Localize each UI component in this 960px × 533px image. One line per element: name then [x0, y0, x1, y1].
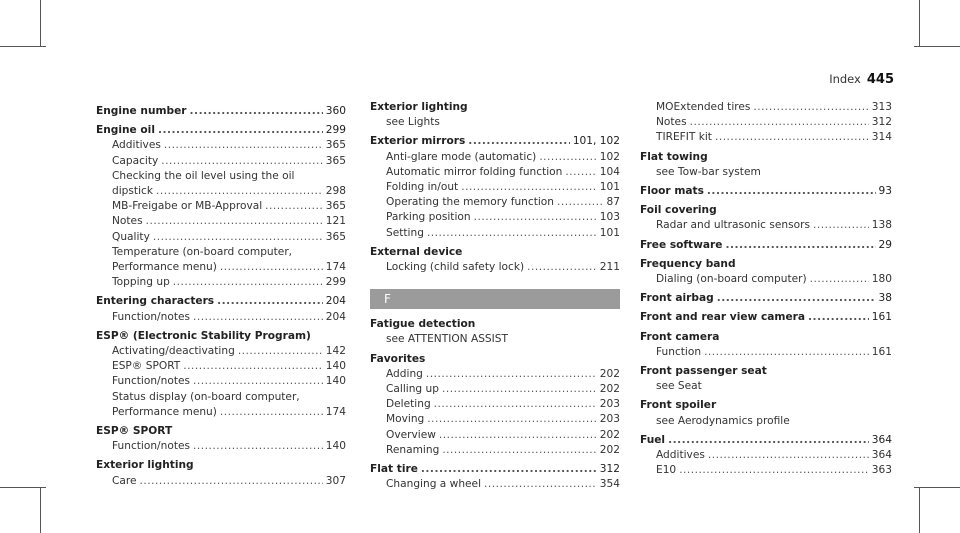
- entry-text: Frequency band: [640, 257, 736, 270]
- entry-text: Capacity: [112, 154, 159, 167]
- index-subentry: [640, 414, 892, 429]
- entry-text: Notes: [656, 116, 687, 129]
- page-number: 445: [866, 72, 894, 87]
- index-subentry: [370, 260, 620, 275]
- leader-dots: [146, 214, 323, 229]
- entry-text: Performance menu): [112, 405, 217, 418]
- entry-text: Exterior lighting: [96, 459, 194, 472]
- entry-text: ESP® SPORT: [112, 360, 181, 373]
- page-reference[interactable]: 203: [599, 413, 620, 426]
- entry-text: see ATTENTION ASSIST: [386, 333, 508, 346]
- entry-text: Front spoiler: [640, 399, 717, 412]
- leader-dots: [193, 310, 323, 325]
- entry-text: Function/notes: [112, 440, 191, 453]
- page-reference[interactable]: 93: [878, 185, 892, 198]
- page-reference[interactable]: 140: [325, 360, 346, 373]
- index-entry: [640, 150, 892, 165]
- index-subentry: [640, 115, 892, 130]
- entry-text: Topping up: [112, 276, 170, 289]
- entry-text: Quality: [112, 230, 150, 243]
- entry-text: Operating the memory function: [386, 196, 554, 209]
- index-subentry: [640, 100, 892, 115]
- index-subentry: [640, 379, 892, 394]
- crop-mark: [0, 487, 46, 488]
- entry-text: MB-Freigabe or MB-Approval: [112, 200, 263, 213]
- entry-text: Function: [656, 345, 702, 358]
- entry-text: Function/notes: [112, 310, 191, 323]
- index-entry: [96, 294, 346, 309]
- index-entry: [640, 364, 892, 379]
- page-reference[interactable]: 121: [325, 215, 346, 228]
- leader-dots: [193, 439, 323, 454]
- index-subentry: [96, 260, 346, 275]
- entry-text: Renaming: [386, 443, 440, 456]
- leader-dots: [753, 100, 868, 115]
- page-reference[interactable]: 142: [325, 345, 346, 358]
- entry-text: ESP® SPORT: [96, 425, 173, 438]
- entry-text: Additives: [656, 449, 705, 462]
- page-reference[interactable]: 363: [871, 464, 892, 477]
- leader-dots: [461, 180, 597, 195]
- index-subentry: [370, 150, 620, 165]
- entry-text: Front passenger seat: [640, 365, 767, 378]
- index-entry: [370, 352, 620, 367]
- page-reference[interactable]: 38: [878, 292, 892, 305]
- entry-text: Radar and ultrasonic sensors: [656, 219, 810, 232]
- leader-dots: [527, 260, 597, 275]
- leader-dots: [164, 138, 323, 153]
- index-subentry: [96, 184, 346, 199]
- index-subentry: [370, 477, 620, 492]
- entry-text: see Aerodynamics profile: [656, 414, 790, 427]
- index-entry: [370, 134, 620, 149]
- page-reference[interactable]: 140: [325, 375, 346, 388]
- index-entry: [640, 257, 892, 272]
- entry-text: Checking the oil level using the oil: [112, 169, 295, 182]
- page-reference[interactable]: 174: [325, 261, 346, 274]
- crop-mark: [919, 487, 920, 533]
- crop-mark: [914, 487, 960, 488]
- leader-dots: [220, 405, 323, 420]
- index-entry: [370, 245, 620, 260]
- leader-dots: [161, 154, 322, 169]
- leader-dots: [238, 344, 323, 359]
- entry-text: Floor mats: [640, 185, 704, 198]
- leader-dots: [427, 412, 596, 427]
- entry-text: Automatic mirror folding function: [386, 165, 563, 178]
- page-reference[interactable]: 354: [599, 478, 620, 491]
- page-reference[interactable]: 161: [871, 345, 892, 358]
- page-reference[interactable]: 202: [599, 383, 620, 396]
- entry-text: Folding in/out: [386, 181, 459, 194]
- leader-dots: [808, 310, 869, 325]
- entry-text: Deleting: [386, 398, 431, 411]
- page-reference[interactable]: 174: [325, 405, 346, 418]
- page-reference[interactable]: 202: [599, 367, 620, 380]
- crop-mark: [40, 0, 41, 46]
- page-reference[interactable]: 313: [871, 101, 892, 113]
- page-reference[interactable]: 104: [599, 165, 620, 178]
- index-column-3: [640, 100, 892, 478]
- index-subentry: [370, 180, 620, 195]
- index-subentry: [370, 367, 620, 382]
- entry-text: Changing a wheel: [386, 478, 482, 491]
- index-entry: [640, 330, 892, 345]
- index-subentry: [640, 218, 892, 233]
- index-subentry: [96, 245, 346, 260]
- page-reference[interactable]: 365: [325, 230, 346, 243]
- entry-text: Additives: [112, 139, 161, 152]
- entry-text: Fuel: [640, 433, 666, 446]
- index-subentry: [370, 382, 620, 397]
- index-subentry: [96, 405, 346, 420]
- index-subentry: [96, 474, 346, 489]
- index-subentry: [370, 397, 620, 412]
- leader-dots: [153, 230, 323, 245]
- crop-mark: [919, 0, 920, 46]
- page-reference[interactable]: 364: [871, 449, 892, 462]
- index-subentry: [640, 463, 892, 478]
- leader-dots: [468, 134, 570, 149]
- page-reference[interactable]: 202: [599, 443, 620, 456]
- leader-dots: [426, 367, 597, 382]
- index-subentry: [96, 214, 346, 229]
- entry-text: Notes: [112, 215, 143, 228]
- index-subentry: [96, 359, 346, 374]
- index-entry: [370, 462, 620, 477]
- index-subentry: [96, 310, 346, 325]
- entry-text: Adding: [386, 367, 423, 380]
- entry-text: Status display (on-board computer,: [112, 390, 300, 403]
- entry-text: Engine number: [96, 105, 187, 117]
- crop-mark: [0, 46, 46, 47]
- leader-dots: [679, 463, 869, 478]
- header-title: Index: [829, 72, 861, 86]
- entry-text: Foil covering: [640, 204, 717, 217]
- entry-text: Setting: [386, 226, 424, 239]
- page-reference[interactable]: 101: [599, 226, 620, 239]
- entry-text: Performance menu): [112, 261, 217, 274]
- page-reference[interactable]: 87: [606, 196, 620, 209]
- leader-dots: [707, 184, 876, 199]
- page-reference[interactable]: 103: [599, 211, 620, 224]
- index-subentry: [370, 210, 620, 225]
- page-reference[interactable]: 138: [871, 219, 892, 232]
- leader-dots: [183, 359, 322, 374]
- page-reference[interactable]: 140: [325, 440, 346, 453]
- leader-dots: [813, 218, 869, 233]
- page-reference[interactable]: 211: [599, 261, 620, 274]
- leader-dots: [725, 238, 875, 253]
- leader-dots: [193, 374, 323, 389]
- leader-dots: [265, 199, 323, 214]
- page-reference[interactable]: 314: [871, 131, 892, 144]
- index-subentry: [640, 345, 892, 360]
- index-column-1: [96, 100, 346, 489]
- page-reference[interactable]: 101, 102: [572, 135, 620, 148]
- leader-dots: [557, 195, 604, 210]
- entry-text: Anti-glare mode (automatic): [386, 150, 537, 163]
- index-subentry: [96, 344, 346, 359]
- entry-text: see Seat: [656, 380, 702, 393]
- entry-text: Care: [112, 474, 137, 487]
- index-subentry: [640, 272, 892, 287]
- index-subentry: [96, 439, 346, 454]
- page-reference[interactable]: 29: [878, 238, 892, 251]
- entry-text: see Lights: [386, 116, 440, 129]
- index-subentry: [96, 230, 346, 245]
- leader-dots: [173, 275, 323, 290]
- leader-dots: [220, 260, 323, 275]
- page-reference[interactable]: 365: [325, 200, 346, 213]
- crop-mark: [40, 487, 41, 533]
- page-reference[interactable]: 365: [325, 139, 346, 152]
- page-reference[interactable]: 307: [325, 474, 346, 487]
- entry-text: MOExtended tires: [656, 101, 751, 113]
- leader-dots: [717, 291, 876, 306]
- leader-dots: [708, 448, 869, 463]
- leader-dots: [474, 210, 597, 225]
- entry-text: Entering characters: [96, 295, 215, 308]
- entry-text: Parking position: [386, 211, 471, 224]
- leader-dots: [715, 130, 869, 145]
- index-subentry: [96, 275, 346, 290]
- entry-text: E10: [656, 464, 677, 477]
- page-reference[interactable]: 299: [325, 124, 346, 137]
- entry-text: Activating/deactivating: [112, 345, 235, 358]
- entry-text: TIREFIT kit: [656, 131, 712, 144]
- index-subentry: [96, 390, 346, 405]
- page-reference[interactable]: 312: [599, 463, 620, 476]
- index-entry: [640, 291, 892, 306]
- entry-text: see Tow-bar system: [656, 165, 761, 178]
- index-entry: [96, 424, 346, 439]
- page-reference[interactable]: 203: [599, 398, 620, 411]
- entry-text: Fatigue detection: [370, 318, 476, 331]
- index-entry: [370, 100, 620, 115]
- entry-text: Temperature (on-board computer,: [112, 245, 293, 258]
- index-subentry: [370, 428, 620, 443]
- leader-dots: [539, 150, 596, 165]
- leader-dots: [810, 272, 869, 287]
- page-reference[interactable]: 312: [871, 116, 892, 129]
- index-entry: [640, 184, 892, 199]
- page-reference[interactable]: 298: [325, 185, 346, 198]
- index-subentry: [640, 165, 892, 180]
- entry-text: ESP® (Electronic Stability Program): [96, 329, 311, 342]
- entry-text: Front and rear view camera: [640, 311, 806, 324]
- entry-text: dipstick: [112, 185, 153, 198]
- page-reference[interactable]: 364: [871, 433, 892, 446]
- leader-dots: [158, 123, 323, 138]
- entry-text: Calling up: [386, 383, 439, 396]
- section-letter: F: [370, 289, 620, 309]
- entry-text: Function/notes: [112, 375, 191, 388]
- leader-dots: [704, 345, 869, 360]
- leader-dots: [156, 184, 323, 199]
- index-entry: [96, 104, 346, 119]
- index-subentry: [96, 199, 346, 214]
- page-reference[interactable]: 161: [871, 311, 892, 324]
- index-subentry: [96, 154, 346, 169]
- leader-dots: [439, 428, 597, 443]
- entry-text: Free software: [640, 238, 723, 251]
- leader-dots: [427, 226, 597, 241]
- page-reference[interactable]: 101: [599, 181, 620, 194]
- index-subentry: [96, 138, 346, 153]
- leader-dots: [442, 382, 597, 397]
- index-subentry: [370, 443, 620, 458]
- index-subentry: [370, 115, 620, 130]
- index-subentry: [96, 374, 346, 389]
- entry-text: Moving: [386, 413, 425, 426]
- index-subentry: [96, 169, 346, 184]
- index-entry: [640, 203, 892, 218]
- page-header: [829, 72, 894, 87]
- crop-mark: [914, 46, 960, 47]
- index-subentry: [370, 332, 620, 347]
- index-entry: [96, 329, 346, 344]
- index-subentry: [370, 226, 620, 241]
- index-entry: [640, 238, 892, 253]
- entry-text: Flat tire: [370, 463, 418, 476]
- index-column-2: [370, 100, 620, 492]
- page-reference[interactable]: 299: [325, 276, 346, 289]
- page-reference[interactable]: 365: [325, 154, 346, 167]
- page-reference[interactable]: 360: [325, 105, 346, 117]
- entry-text: Favorites: [370, 352, 426, 365]
- leader-dots: [565, 165, 596, 180]
- page-reference[interactable]: 102: [599, 150, 620, 163]
- entry-text: Overview: [386, 428, 436, 441]
- entry-text: Front camera: [640, 330, 720, 343]
- index-subentry: [370, 195, 620, 210]
- leader-dots: [140, 474, 323, 489]
- index-entry: [96, 123, 346, 138]
- index-entry: [96, 458, 346, 473]
- index-entry: [370, 317, 620, 332]
- leader-dots: [442, 443, 596, 458]
- leader-dots: [217, 294, 323, 309]
- index-subentry: [640, 130, 892, 145]
- entry-text: Exterior lighting: [370, 101, 468, 113]
- leader-dots: [690, 115, 869, 130]
- leader-dots: [434, 397, 597, 412]
- index-subentry: [640, 448, 892, 463]
- entry-text: Engine oil: [96, 124, 155, 137]
- page-reference[interactable]: 180: [871, 273, 892, 286]
- entry-text: Locking (child safety lock): [386, 261, 525, 274]
- index-entry: [640, 310, 892, 325]
- index-entry: [640, 433, 892, 448]
- entry-text: Flat towing: [640, 150, 708, 163]
- page-reference[interactable]: 204: [325, 310, 346, 323]
- leader-dots: [190, 104, 323, 119]
- entry-text: Front airbag: [640, 292, 714, 305]
- index-entry: [640, 398, 892, 413]
- index-subentry: [370, 412, 620, 427]
- entry-text: Dialing (on-board computer): [656, 273, 807, 286]
- index-subentry: [370, 165, 620, 180]
- entry-text: External device: [370, 245, 463, 258]
- page-reference[interactable]: 204: [325, 295, 346, 308]
- leader-dots: [484, 477, 597, 492]
- entry-text: Exterior mirrors: [370, 135, 466, 148]
- leader-dots: [668, 433, 869, 448]
- leader-dots: [421, 462, 597, 477]
- page-reference[interactable]: 202: [599, 428, 620, 441]
